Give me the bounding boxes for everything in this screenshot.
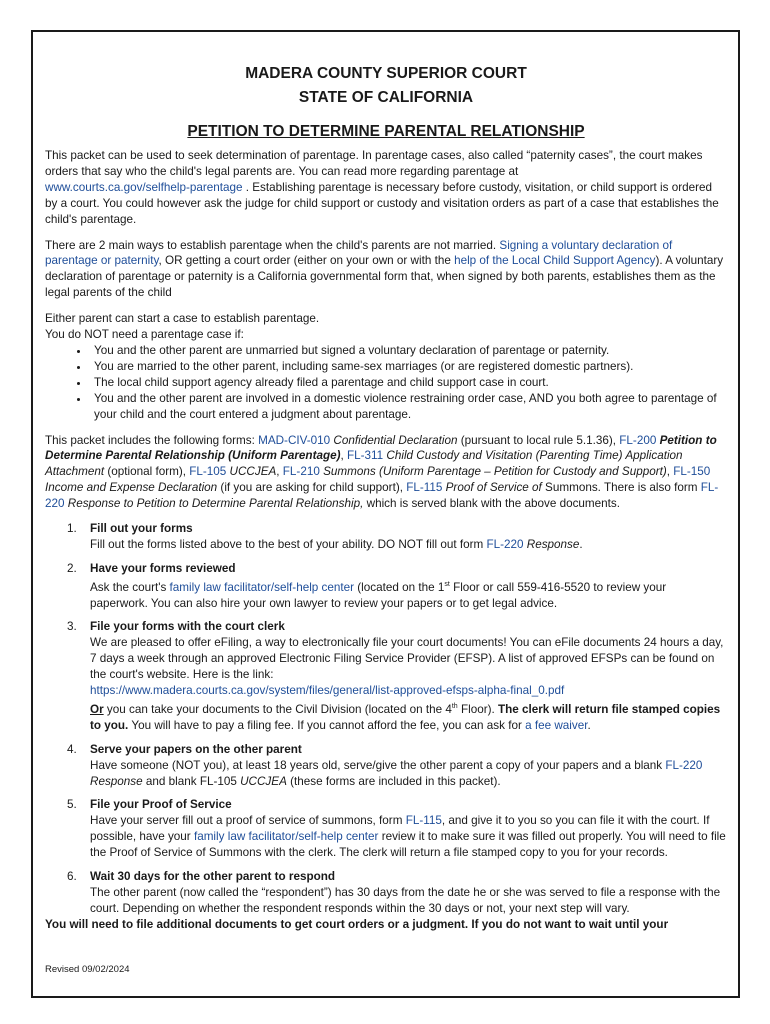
form-link-fl-105[interactable]: FL-105 (189, 465, 227, 479)
step-number: 5. (67, 798, 77, 812)
step-number: 2. (67, 561, 77, 575)
closing-statement: You will need to file additional documents to get court orders or a judgment. If you do not want to wait until your (45, 917, 669, 931)
step-item (45, 619, 727, 733)
form-link-fl-150[interactable]: FL-150 (673, 465, 711, 479)
list-item: • You and the other parent are unmarried but signed a voluntary declaration of parentage or paternity. (90, 343, 727, 359)
form-link-fl-220[interactable]: FL-220 (665, 758, 703, 772)
step-text: The other parent (now called the “respondent”) has 30 days from the date he or she was served to file a response with the court. Depending on whether the respondent responds within the 30 days or not, your next step will vary. (90, 885, 721, 915)
form-link-fl-210[interactable]: FL-210 (282, 465, 320, 479)
step-title: Fill out your forms (90, 522, 193, 536)
form-note: (if you are asking for child support), (220, 481, 403, 495)
forms-lead: This packet includes the following forms: (45, 433, 255, 447)
step-text: . (587, 718, 591, 732)
form-link-fl-220[interactable]: FL-220 (45, 481, 719, 511)
step-number: 6. (67, 870, 77, 884)
form-link-fl-200[interactable]: FL-200 (619, 433, 657, 447)
intro-paragraph-1 (45, 148, 727, 228)
step-text: Ask the court's (90, 580, 167, 594)
ordinal-suffix: th (451, 702, 458, 710)
step-text: Fill out the forms listed above to the best of your ability. DO NOT fill out form (90, 537, 484, 551)
form-name: Income and Expense Declaration (45, 481, 218, 495)
form-name: Proof of Service of (445, 481, 542, 495)
list-item: • You are married to the other parent, including same-sex marriages (or are registered domestic partners). (90, 359, 727, 375)
form-link-mad-civ-010[interactable]: MAD-CIV-010 (258, 433, 331, 447)
form-name: Response (526, 537, 580, 551)
form-note: which is served blank with the above documents. (366, 497, 620, 511)
step-item (45, 561, 727, 612)
step-number: 3. (67, 620, 77, 634)
step-text: (these forms are included in this packet). (290, 774, 501, 788)
efsp-list-link[interactable]: https://www.madera.courts.ca.gov/system/files/general/list-approved-efsps-alpha-final_0.pdf (90, 684, 565, 698)
step-text: Have someone (NOT you), at least 18 years old, serve/give the other parent a copy of your papers and a blank (90, 758, 663, 772)
step-item (45, 797, 727, 861)
form-name: Confidential Declaration (333, 433, 458, 447)
form-link-fl-115[interactable]: FL-115 (406, 481, 443, 495)
form-note: (pursuant to local rule 5.1.36), (460, 433, 617, 447)
state-name: STATE OF CALIFORNIA (298, 89, 474, 106)
ways-text: There are 2 main ways to establish parentage when the child's parents are not married. (45, 238, 497, 252)
revision-date: Revised 09/02/2024 (45, 964, 130, 975)
intro-paragraph-2 (45, 238, 727, 302)
court-order-text: , OR getting a court order (either on your own or with the (158, 254, 451, 268)
steps-list (45, 521, 727, 917)
or-emphasis: Or (90, 702, 104, 716)
step-title: File your Proof of Service (90, 798, 232, 812)
step-number: 4. (67, 742, 77, 756)
form-note: (optional form), (107, 465, 186, 479)
step-title: File your forms with the court clerk (90, 620, 285, 634)
court-name: MADERA COUNTY SUPERIOR COURT (245, 65, 527, 82)
step-item (45, 521, 727, 553)
child-support-agency-link[interactable]: help of the Local Child Support Agency (454, 254, 656, 268)
step-text: Have your server fill out a proof of service of summons, form (90, 814, 403, 828)
step-item (45, 869, 727, 917)
form-name: UCCJEA (240, 774, 287, 788)
step-text: you can take your documents to the Civil Division (located on the 4 (106, 702, 452, 716)
step-text: Floor or call 559-416-5520 to review your paperwork. You can also hire your own lawyer to review your papers or to get legal advice. (90, 580, 667, 610)
form-note: Summons. There is also form (545, 481, 698, 495)
step-number: 1. (67, 522, 77, 536)
form-name: Petition to Determine Parental Relationship (Uniform Parentage) (45, 433, 717, 463)
step-text: We are pleased to offer eFiling, a way to electronically file your court documents! You can eFile documents 24 hours a day, 7 days a week through an approved Electronic Filing Service Provider (EFSP). A list of approved EFSPs can be found on the court's website. Here is the link: (90, 636, 724, 682)
form-name: Summons (Uniform Parentage – Petition for Custody and Support) (323, 465, 667, 479)
form-name: Response (90, 774, 143, 788)
step-title: Have your forms reviewed (90, 561, 236, 575)
step-title: Wait 30 days for the other parent to respond (90, 870, 336, 884)
no-case-list (45, 343, 727, 423)
list-item: • The local child support agency already filed a parentage and child support case in court. (90, 375, 727, 391)
form-link-fl-115[interactable]: FL-115 (405, 814, 442, 828)
step-bold-text: The clerk will return file stamped copies to you. (90, 702, 721, 732)
intro-text: This packet can be used to seek determination of parentage. In parentage cases, also called “paternity cases”, the court makes orders that say who the child's legal parents are. You can read more regarding parentage at (45, 149, 703, 178)
step-text: You will have to pay a filing fee. If you cannot afford the fee, you can ask for (131, 718, 522, 732)
selfhelp-parentage-link[interactable]: www.courts.ca.gov/selfhelp-parentage (45, 180, 243, 194)
step-text: (located on the 1 (357, 580, 445, 594)
form-name: Child Custody and Visitation (Parenting Time) Application Attachment (45, 449, 683, 479)
document-title: PETITION TO DETERMINE PARENTAL RELATIONSHIP (187, 123, 585, 140)
self-help-center-link[interactable]: family law facilitator/self-help center (169, 580, 355, 594)
either-parent-text: Either parent can start a case to establish parentage. (45, 312, 320, 326)
ordinal-suffix: st (444, 580, 450, 588)
step-text: review it to make sure it was filled out properly. You will need to file the Proof of Service of Summons with the clerk. The clerk will return a file stamped copy to you for your records. (90, 830, 726, 860)
step-item (45, 742, 727, 790)
voluntary-declaration-link[interactable]: Signing a voluntary declaration of parentage or paternity (45, 238, 673, 268)
form-name: Response to Petition to Determine Parental Relationship, (67, 497, 364, 511)
form-name: UCCJEA (229, 465, 277, 479)
step-text: . (579, 537, 583, 551)
self-help-center-link[interactable]: family law facilitator/self-help center (193, 830, 379, 844)
no-case-needed-text: You do NOT need a parentage case if: (45, 328, 244, 342)
form-link-fl-311[interactable]: FL-311 (347, 449, 384, 463)
step-text: and blank FL-105 (145, 774, 237, 788)
document-body (45, 62, 727, 933)
form-link-fl-220[interactable]: FL-220 (486, 537, 524, 551)
step-text: , and give it to you so you can file it with the court. If possible, have your (90, 814, 710, 844)
fee-waiver-link[interactable]: a fee waiver (525, 718, 588, 732)
intro-tail: . Establishing parentage is necessary before custody, visitation, or child support is ordered by a court. You could however ask the judge for child support or custody and visitation orders as part of a case that establishes the child's parentage. (45, 180, 719, 226)
intro-paragraph-3 (45, 311, 727, 343)
step-title: Serve your papers on the other parent (90, 742, 302, 756)
forms-paragraph: This packet includes the following forms: MAD-CIV-010 Confidential Declaration (pursuant to local rule 5.1.36), FL-200 Petition to Determine Parental Relationship (Uniform Parentage), FL-311 Child Custody and Visitation (Parenting Time) Application Attachment (optional form), FL-105 UCCJEA, FL-210 Summons (Uniform Parentage – Petition for Custody and Support), FL-150 Income and Expense Declaration (if you are asking for child support), FL-115 Proof of Service of Summons. There is also form FL-220 Response to Petition to Determine Parental Relationship, which is served blank with the above documents. (45, 433, 719, 511)
list-item: • You and the other parent are involved in a domestic violence restraining order case, AND you both agree to parentage of your child and the court entered a judgment about parentage. (90, 391, 727, 423)
declaration-explanation: ). A voluntary declaration of parentage or paternity is a California governmental form that, when signed by both parents, establishes them as the legal parents of the child (45, 254, 724, 300)
step-text: Floor). (460, 702, 495, 716)
